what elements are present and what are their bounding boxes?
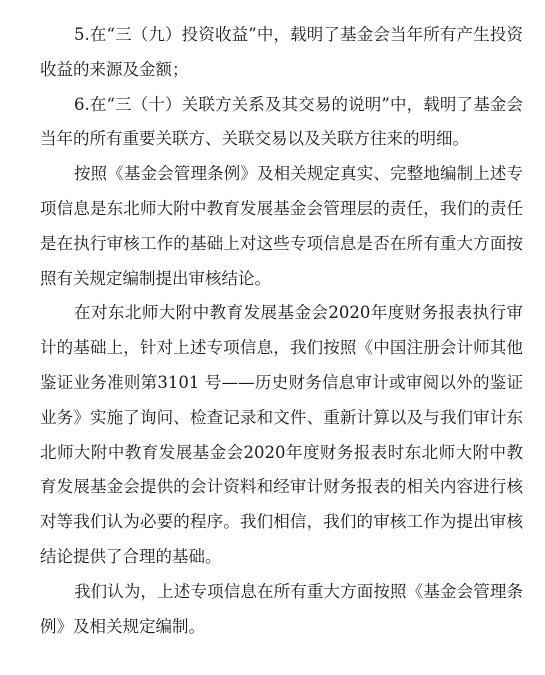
paragraph-procedures: 在对东北师大附中教育发展基金会2020年度财务报表执行审计的基础上，针对上述专项信息，我们按照《中国注册会计师其他鉴证业务准则第3101 号——历史财务信息审计或审阅以外的鉴证业务》实施了询问、检查记录和文件、重新计算以及与我们审计东北师大附中教育发展基金会2020年度财务报表时东北师大附中教育发展基金会提供的会计资料和经审计财务报表的相关内容进行核对等我们认为必要的程序。我们相信，我们的审核工作为提出审核结论提供了合理的基础。 [40,303,523,566]
paragraph-responsibility: 按照《基金会管理条例》及相关规定真实、完整地编制上述专项信息是东北师大附中教育发展基金会管理层的责任，我们的责任是在执行审核工作的基础上对这些专项信息是否在所有重大方面按照有关规定编制提出审核结论。 [40,164,523,288]
paragraph-conclusion: 我们认为，上述专项信息在所有重大方面按照《基金会管理条例》及相关规定编制。 [40,581,523,636]
paragraph-related-party: 6.在“三（十）关联方关系及其交易的说明”中，载明了基金会当年的所有重要关联方、关联交易以及关联方往来的明细。 [40,94,523,149]
paragraph-investment-income: 5.在“三（九）投资收益”中，载明了基金会当年所有产生投资收益的来源及金额； [40,25,523,79]
